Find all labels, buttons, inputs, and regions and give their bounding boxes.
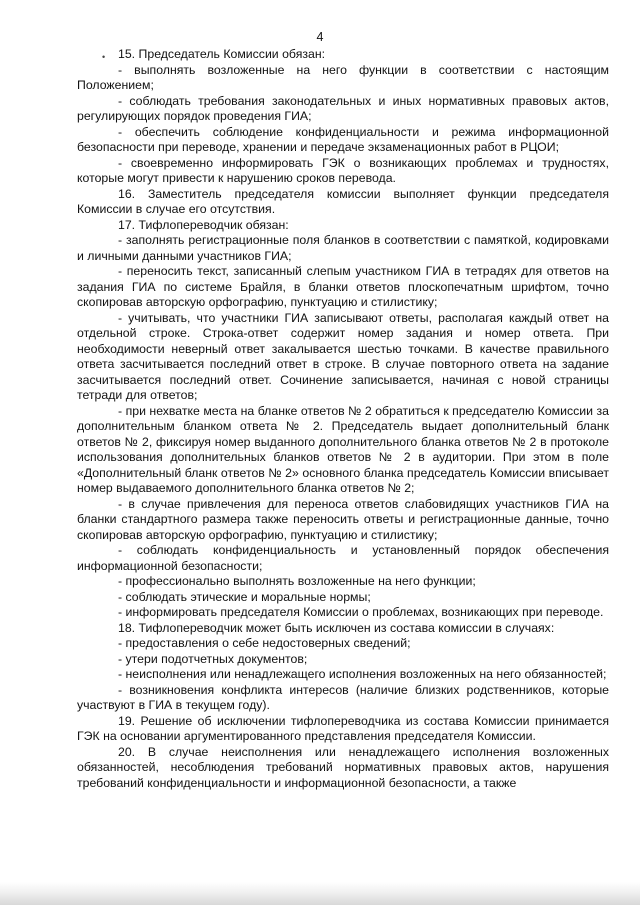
paragraph-18-item-1: - предоставления о себе недостоверных сведений; (118, 636, 411, 650)
paragraph-18-item-3: - неисполнения или ненадлежащего исполнения возложенных на него обязанностей; (118, 667, 607, 681)
paragraph-15-item-2: - соблюдать требования законодательных и иных нормативных правовых актов, регулирующих порядок проведения ГИА; (77, 93, 609, 123)
paragraph-17-item-7: - профессионально выполнять возложенные на него функции; (118, 574, 476, 588)
paragraph-18-item-4: - возникновения конфликта интересов (наличие близких родственников, которые участвуют в ГИА в текущем году). (77, 682, 609, 712)
paragraph-17-item-9: - информировать председателя Комиссии о проблемах, возникающих при переводе. (118, 605, 604, 619)
paragraph-15-item-1: - выполнять возложенные на него функции в соответствии с настоящим Положением; (77, 62, 609, 92)
paragraph-16: 16. Заместитель председателя комиссии выполняет функции председателя Комиссии в случае его отсутствия. (77, 186, 609, 216)
paragraph-15-heading: 15. Председатель Комиссии обязан: (118, 47, 326, 61)
paragraph-15-item-3: - обеспечить соблюдение конфиденциальности и режима информационной безопасности при переводе, хранении и передаче экзаменационных работ в РЦОИ; (77, 124, 609, 154)
paragraph-17-item-2: - переносить текст, записанный слепым участником ГИА в тетрадях для ответов на задания ГИА по системе Брайля, в бланки ответов плоскопечатным шрифтом, точно скопировав авторскую орфографию, пунктуацию и стилистику; (77, 264, 609, 309)
document-body (77, 47, 609, 791)
paragraph-19: 19. Решение об исключении тифлопереводчика из состава Комиссии принимается ГЭК на основании аргументированного представления председателя Комиссии. (77, 713, 609, 743)
paragraph-17-item-4: - при нехватке места на бланке ответов № 2 обратиться к председателю Комиссии за дополнительным бланком ответа № 2. Председатель выдает дополнительный бланк ответов № 2, фиксируя номер выданного дополнительного бланка ответов № 2 в протоколе использования дополнительных бланков ответов № 2 в аудитории. При этом в поле «Дополнительный бланк ответов № 2» основного бланка председатель Комиссии вписывает номер выдаваемого дополнительного бланка ответов № 2; (77, 403, 609, 495)
paragraph-17-item-3: - учитывать, что участники ГИА записывают ответы, располагая каждый ответ на отдельной строке. Строка-ответ содержит номер задания и номер ответа. При необходимости неверный ответ закалывается шестью точками. В качестве правильного ответа засчитывается последний ответ в строке. В случае повторного ответа на задание засчитывается последний ответ. Сочинение записывается, начиная с новой страницы тетради для ответов; (77, 310, 609, 402)
paragraph-17-heading: 17. Тифлопереводчик обязан: (118, 217, 289, 232)
scan-bottom-edge (0, 882, 640, 905)
paragraph-20: 20. В случае неисполнения или ненадлежащего исполнения возложенных обязанностей, несоблюдения требований нормативных правовых актов, нарушения требований конфиденциальности и информационной безопасности, а также (77, 744, 609, 790)
paragraph-18-heading: 18. Тифлопереводчик может быть исключен из состава комиссии в случаях: (118, 620, 555, 635)
page-number: 4 (316, 30, 324, 44)
paragraph-17-item-1: - заполнять регистрационные поля бланков в соответствии с памяткой, кодировками и личными данными участников ГИА; (77, 233, 609, 263)
scan-speck: • (102, 52, 106, 62)
paragraph-18-item-2: - утери подотчетных документов; (118, 651, 308, 666)
paragraph-17-item-6: - соблюдать конфиденциальность и установленный порядок обеспечения информационной безопасности; (77, 543, 609, 573)
paragraph-17-item-5: - в случае привлечения для переноса ответов слабовидящих участников ГИА на бланки стандартного размера также переносить ответы и регистрационные данные, точно скопировав авторскую орфографию, пунктуацию и стилистику; (77, 496, 609, 542)
paragraph-17-item-8: - соблюдать этические и моральные нормы; (118, 589, 371, 604)
paragraph-15-item-4: - своевременно информировать ГЭК о возникающих проблемах и трудностях, которые могут привести к нарушению сроков перевода. (77, 155, 609, 185)
